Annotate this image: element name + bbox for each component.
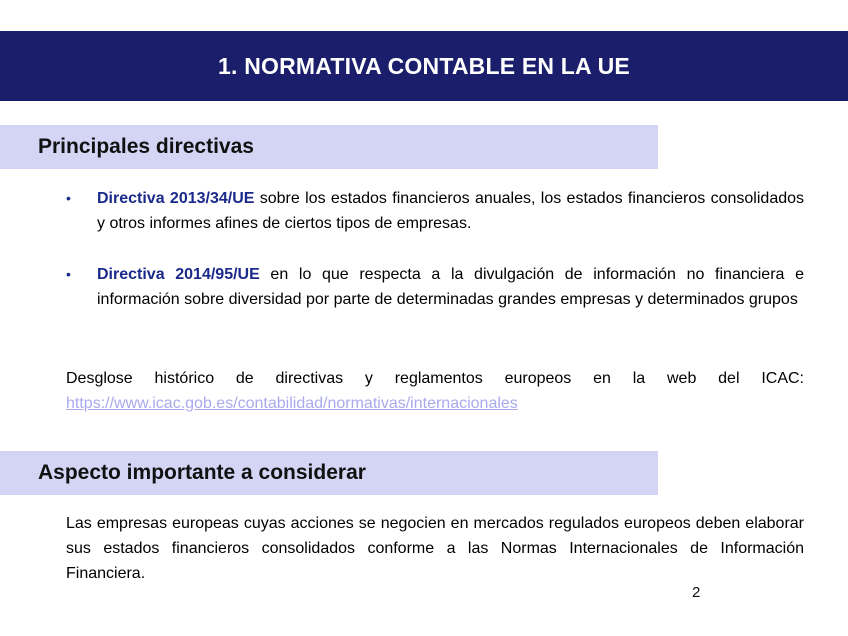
title-banner xyxy=(0,31,848,101)
section-header-principales xyxy=(0,125,658,169)
historic-paragraph xyxy=(66,366,804,416)
list-item xyxy=(66,262,804,312)
slide-title: 1. NORMATIVA CONTABLE EN LA UE xyxy=(218,52,630,79)
directive-ref: Directiva 2013/34/UE xyxy=(97,190,255,207)
consider-paragraph: Las empresas europeas cuyas acciones se negocien en mercados regulados europeos deben elaborar sus estados financieros consolidados conforme a las Normas Internacionales de Información Financiera. xyxy=(66,515,804,582)
page-number: 2 xyxy=(692,584,701,601)
section-heading: Aspecto importante a considerar xyxy=(38,461,366,484)
bullet-icon: • xyxy=(66,266,71,282)
directive-ref: Directiva 2014/95/UE xyxy=(97,266,260,283)
historic-text: Desglose histórico de directivas y reglamentos europeos en la web del ICAC: xyxy=(66,370,804,387)
list-item xyxy=(66,186,804,236)
directive-description: en lo que respecta a la divulgación de información no financiera e información sobre diversidad por parte de determinadas grandes empresas y determinados grupos xyxy=(97,266,804,308)
section-header-aspecto xyxy=(0,451,658,495)
icac-link[interactable]: https://www.icac.gob.es/contabilidad/normativas/internacionales xyxy=(66,395,518,412)
section-heading: Principales directivas xyxy=(38,135,254,158)
bullet-icon: • xyxy=(66,190,71,206)
directives-list xyxy=(66,186,804,338)
directive-description: sobre los estados financieros anuales, los estados financieros consolidados y otros informes afines de ciertos tipos de empresas. xyxy=(97,190,805,232)
